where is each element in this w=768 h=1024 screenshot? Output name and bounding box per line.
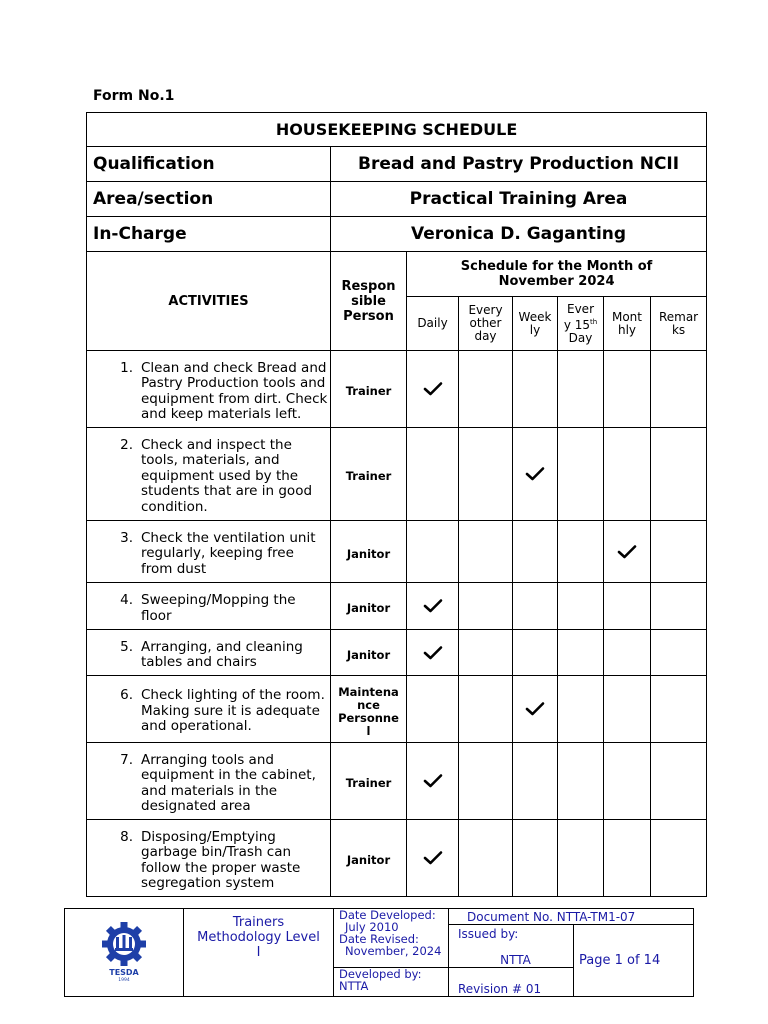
every-other-day-header: Every other day xyxy=(459,297,513,351)
table-row xyxy=(87,351,707,428)
qualification-label: Qualification xyxy=(87,147,331,182)
activity-text: Check lighting of the room. Making sure it is adequate and operational. xyxy=(141,687,325,735)
schedule-cell-daily xyxy=(407,351,459,428)
activity-text: Check the ventilation unit regularly, keeping free from dust xyxy=(141,529,316,577)
schedule-cell-remarks xyxy=(651,676,707,743)
activity-cell xyxy=(87,676,331,743)
revision-number: Revision # 01 xyxy=(449,968,574,997)
activity-number: 7. xyxy=(120,751,133,768)
schedule-cell-monthly xyxy=(604,351,651,428)
schedule-cell-every15 xyxy=(558,428,604,521)
schedule-cell-monthly xyxy=(604,583,651,630)
remarks-header: Remar ks xyxy=(651,297,707,351)
schedule-cell-daily xyxy=(407,521,459,583)
schedule-cell-weekly xyxy=(513,351,558,428)
schedule-cell-remarks xyxy=(651,630,707,676)
check-icon xyxy=(423,645,443,661)
schedule-cell-every15 xyxy=(558,351,604,428)
tesda-logo xyxy=(65,909,184,997)
responsible-person: Janitor xyxy=(331,521,407,583)
schedule-cell-every-other xyxy=(459,820,513,897)
schedule-cell-weekly xyxy=(513,820,558,897)
check-icon xyxy=(525,701,545,717)
activity-cell xyxy=(87,351,331,428)
schedule-cell-remarks xyxy=(651,583,707,630)
logo-year: 1994 xyxy=(118,977,130,982)
schedule-title: HOUSEKEEPING SCHEDULE xyxy=(87,113,707,147)
responsible-person: Janitor xyxy=(331,820,407,897)
activity-cell xyxy=(87,630,331,676)
check-icon xyxy=(423,773,443,789)
logo-text: TESDA xyxy=(109,967,139,977)
schedule-cell-remarks xyxy=(651,351,707,428)
issued-by: Issued by: NTTA xyxy=(449,925,574,968)
activity-text: Arranging tools and equipment in the cabinet, and materials in the designated area xyxy=(141,751,316,814)
daily-header: Daily xyxy=(407,297,459,351)
activity-number: 2. xyxy=(120,436,133,453)
activity-cell xyxy=(87,743,331,820)
schedule-cell-every-other xyxy=(459,743,513,820)
schedule-cell-monthly xyxy=(604,743,651,820)
table-row xyxy=(87,428,707,521)
program-name: Trainers Methodology Level I xyxy=(184,909,334,997)
activity-number: 5. xyxy=(120,638,133,655)
incharge-label: In-Charge xyxy=(87,217,331,252)
schedule-cell-every-other xyxy=(459,583,513,630)
activity-number: 6. xyxy=(120,687,133,704)
schedule-cell-monthly xyxy=(604,630,651,676)
developed-by: Developed by: NTTA xyxy=(334,968,449,997)
table-row xyxy=(87,820,707,897)
activity-text: Clean and check Bread and Pastry Production tools and equipment from dirt. Check and keep materials left. xyxy=(141,359,328,422)
incharge-value: Veronica D. Gaganting xyxy=(331,217,707,252)
responsible-person-header: Respon sible Person xyxy=(331,252,407,351)
schedule-cell-remarks xyxy=(651,428,707,521)
schedule-cell-daily xyxy=(407,743,459,820)
schedule-cell-daily xyxy=(407,428,459,521)
schedule-cell-weekly xyxy=(513,743,558,820)
schedule-cell-remarks xyxy=(651,743,707,820)
schedule-cell-weekly xyxy=(513,583,558,630)
activity-text: Arranging, and cleaning tables and chairs xyxy=(141,638,303,670)
table-row xyxy=(87,521,707,583)
schedule-cell-weekly xyxy=(513,676,558,743)
activity-text: Disposing/Emptying garbage bin/Trash can follow the proper waste segregation system xyxy=(141,828,301,891)
tesda-gear-icon xyxy=(98,920,150,982)
responsible-person: Janitor xyxy=(331,583,407,630)
schedule-cell-remarks xyxy=(651,820,707,897)
schedule-cell-weekly xyxy=(513,630,558,676)
activity-cell xyxy=(87,583,331,630)
activity-number: 3. xyxy=(120,529,133,546)
qualification-value: Bread and Pastry Production NCII xyxy=(331,147,707,182)
schedule-cell-daily xyxy=(407,820,459,897)
activities-header: ACTIVITIES xyxy=(87,252,331,351)
schedule-cell-every-other xyxy=(459,428,513,521)
schedule-cell-monthly xyxy=(604,521,651,583)
check-icon xyxy=(617,544,637,560)
responsible-person: Trainer xyxy=(331,351,407,428)
check-icon xyxy=(423,381,443,397)
check-icon xyxy=(423,598,443,614)
date-info: Date Developed: July 2010 Date Revised: November, 2024 xyxy=(334,909,449,968)
schedule-cell-every-other xyxy=(459,521,513,583)
schedule-cell-every15 xyxy=(558,583,604,630)
schedule-cell-every15 xyxy=(558,820,604,897)
activity-cell xyxy=(87,521,331,583)
table-row xyxy=(87,676,707,743)
schedule-cell-monthly xyxy=(604,820,651,897)
activity-cell xyxy=(87,820,331,897)
schedule-cell-daily xyxy=(407,630,459,676)
schedule-cell-remarks xyxy=(651,521,707,583)
activity-number: 4. xyxy=(120,592,133,608)
schedule-cell-daily xyxy=(407,676,459,743)
document-footer xyxy=(64,908,694,997)
activity-text: Sweeping/Mopping the floor xyxy=(141,592,296,624)
schedule-cell-monthly xyxy=(604,428,651,521)
responsible-person: Janitor xyxy=(331,630,407,676)
schedule-cell-every15 xyxy=(558,743,604,820)
area-value: Practical Training Area xyxy=(331,182,707,217)
table-row xyxy=(87,743,707,820)
responsible-person: Trainer xyxy=(331,428,407,521)
schedule-cell-monthly xyxy=(604,676,651,743)
page-number: Page 1 of 14 xyxy=(574,925,694,997)
responsible-person: Maintena nce Personne l xyxy=(331,676,407,743)
form-number: Form No.1 xyxy=(93,88,175,104)
table-row xyxy=(87,583,707,630)
check-icon xyxy=(423,850,443,866)
check-icon xyxy=(525,466,545,482)
every-15th-day-header: Ever y 15th Day xyxy=(558,297,604,351)
document-number: Document No. NTTA-TM1-07 xyxy=(449,909,694,925)
schedule-cell-every15 xyxy=(558,676,604,743)
activity-number: 1. xyxy=(120,359,133,376)
schedule-cell-every15 xyxy=(558,630,604,676)
schedule-cell-every-other xyxy=(459,676,513,743)
schedule-cell-every15 xyxy=(558,521,604,583)
schedule-month-header: Schedule for the Month of November 2024 xyxy=(407,252,707,297)
responsible-person: Trainer xyxy=(331,743,407,820)
schedule-cell-every-other xyxy=(459,351,513,428)
activity-text: Check and inspect the tools, materials, and equipment used by the students that are in good condition. xyxy=(141,436,313,515)
area-label: Area/section xyxy=(87,182,331,217)
housekeeping-schedule-table xyxy=(86,112,707,897)
activity-cell xyxy=(87,428,331,521)
weekly-header: Week ly xyxy=(513,297,558,351)
activity-number: 8. xyxy=(120,828,133,845)
schedule-cell-weekly xyxy=(513,428,558,521)
schedule-cell-every-other xyxy=(459,630,513,676)
schedule-cell-daily xyxy=(407,583,459,630)
schedule-cell-weekly xyxy=(513,521,558,583)
monthly-header: Mont hly xyxy=(604,297,651,351)
table-row xyxy=(87,630,707,676)
